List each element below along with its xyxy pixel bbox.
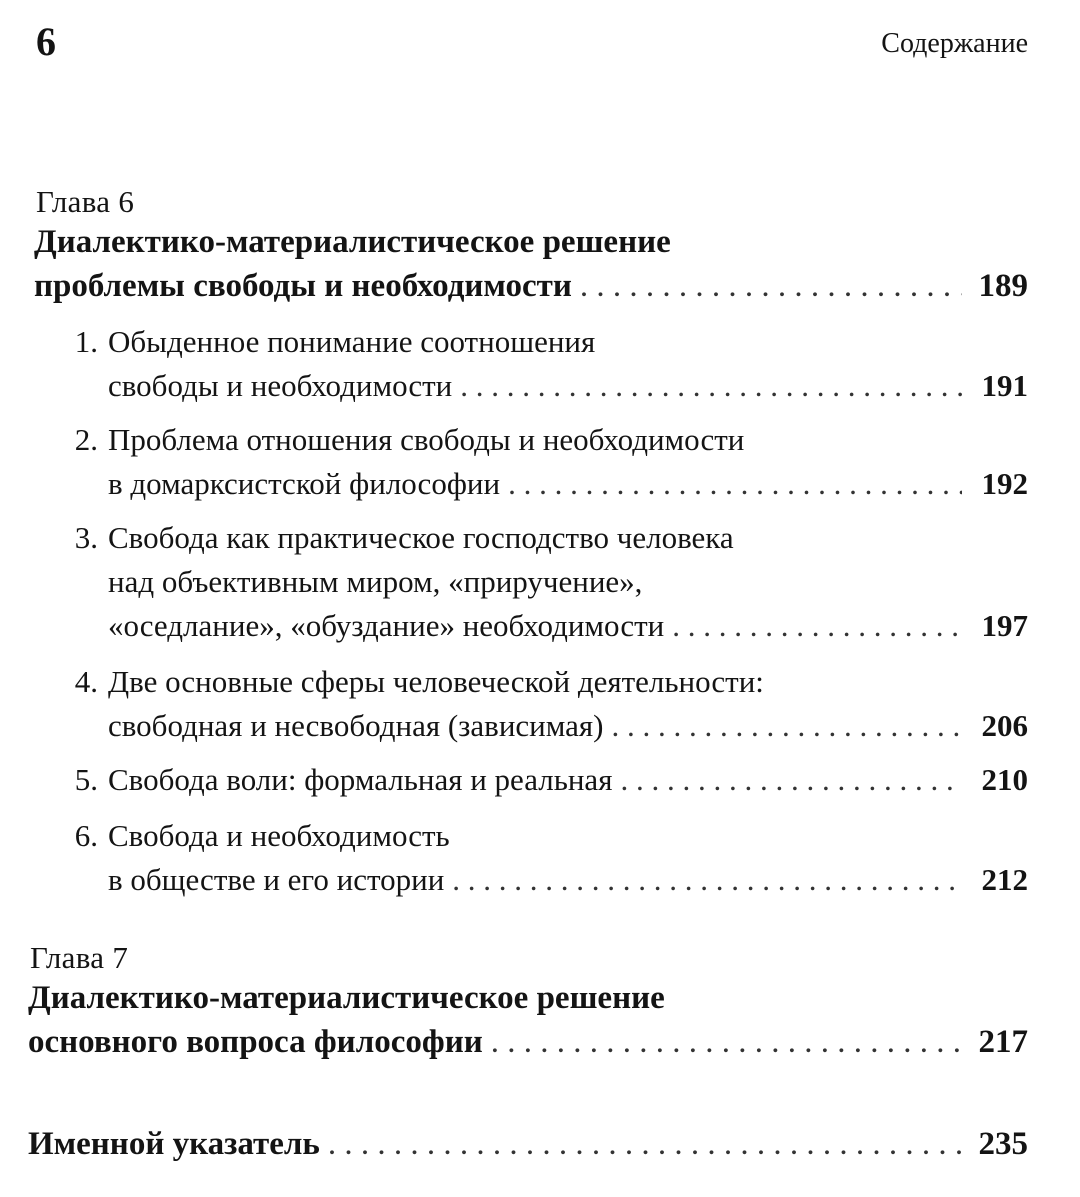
chapter-7-title-line1: Диалектико-материалистическое решение [28,980,665,1016]
dot-leader [491,1020,962,1064]
section-6-1[interactable] [50,320,1028,408]
chapter-6-title[interactable] [34,220,1028,308]
section-page: 206 [981,708,1028,743]
chapter-6-page: 189 [978,268,1028,304]
chapter-6-title-line1: Диалектико-материалистическое решение [34,224,671,260]
section-number: 3. [74,520,98,555]
chapter-7-page: 217 [978,1024,1028,1060]
section-page: 210 [981,762,1028,797]
section-6-6[interactable] [50,814,1028,902]
dot-leader [452,858,962,902]
name-index-entry[interactable] [28,1122,1028,1166]
section-title-line: в обществе и его истории [108,862,445,897]
dot-leader [328,1122,962,1166]
section-6-2[interactable] [50,418,1028,506]
section-6-3[interactable] [50,516,1028,648]
section-6-4[interactable] [50,660,1028,748]
chapter-6-label: Глава 6 [36,184,135,219]
section-page: 197 [981,608,1028,643]
section-title-line: над объективным миром, «приручение», [108,564,643,599]
chapter-6-title-line2: проблемы свободы и необходимости [34,268,572,304]
chapter-7-label: Глава 7 [30,940,129,975]
section-title-line: Проблема отношения свободы и необходимости [108,422,745,457]
dot-leader [508,462,962,506]
section-number: 4. [74,664,98,699]
section-number: 5. [74,762,98,797]
chapter-7-title-line2: основного вопроса философии [28,1024,483,1060]
chapter-7-title[interactable] [28,976,1028,1064]
dot-leader [460,364,962,408]
page-number: 6 [36,19,56,64]
section-page: 212 [981,862,1028,897]
dot-leader [580,264,962,308]
section-number: 1. [74,324,98,359]
section-title-line: Свобода как практическое господство человека [108,520,734,555]
name-index-title: Именной указатель [28,1126,320,1162]
section-page: 191 [981,368,1028,403]
running-title: Содержание [881,28,1028,59]
section-title-line: в домарксистской философии [108,466,501,501]
section-6-5[interactable] [50,758,1028,802]
section-title-line: Две основные сферы человеческой деятельности: [108,664,764,699]
section-number: 2. [74,422,98,457]
dot-leader [672,604,962,648]
section-title-line: Обыденное понимание соотношения [108,324,596,359]
section-title-line: «оседлание», «обуздание» необходимости [108,608,665,643]
section-title-line: свободы и необходимости [108,368,453,403]
section-number: 6. [74,818,98,853]
section-title-line: Свобода воли: формальная и реальная [108,762,613,797]
dot-leader [612,704,962,748]
section-title-line: свободная и несвободная (зависимая) [108,708,604,743]
section-title-line: Свобода и необходимость [108,818,450,853]
section-page: 192 [981,466,1028,501]
name-index-page: 235 [978,1126,1028,1162]
dot-leader [620,758,962,802]
